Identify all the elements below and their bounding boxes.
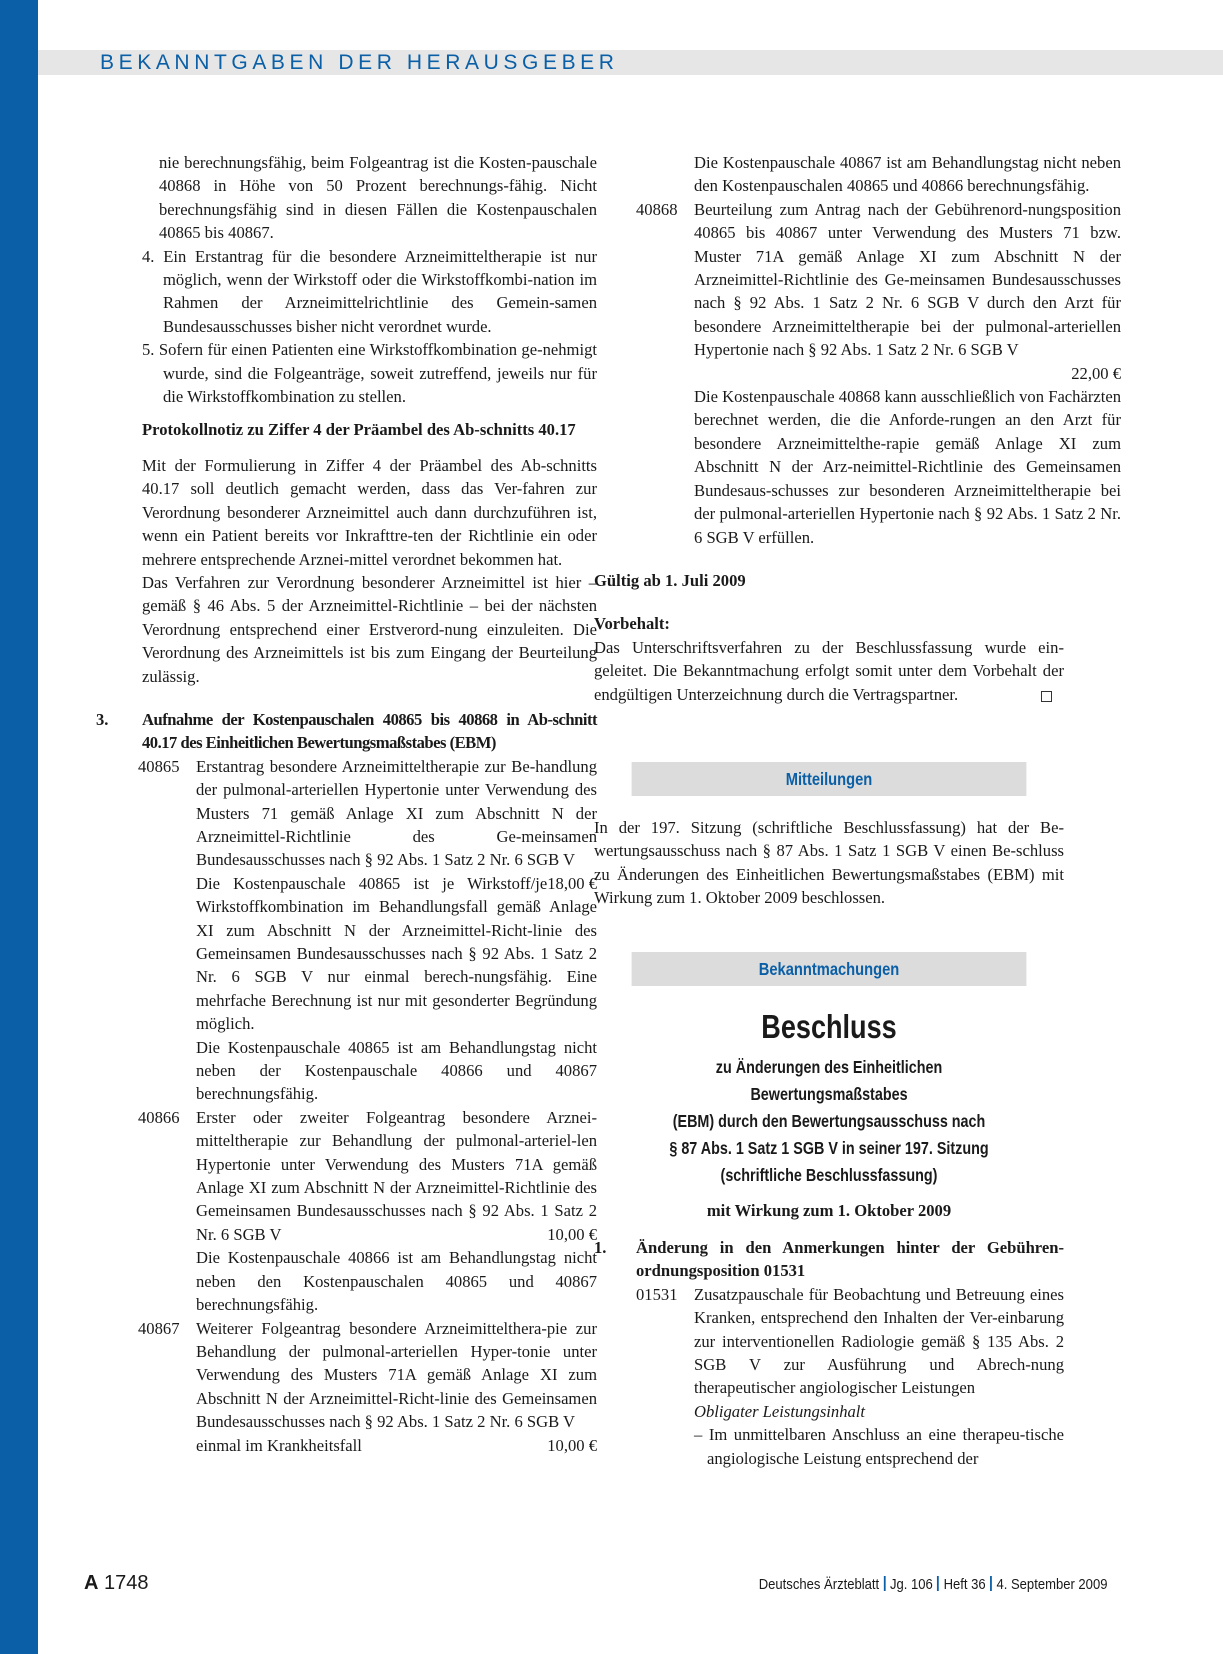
entry-40867 [138,1317,597,1457]
section-3-title: Aufnahme der Kostenpauschalen 40865 bis 40868 in Ab-schnitt 40.17 des Einheitlichen Bewertungsmaßstabes (EBM) [142,709,597,753]
entry-40865-note-1: Die Kostenpauschale 40865 ist je Wirkstoff/je Wirkstoffkombination im Behandlungsfall gemäß Anlage XI zum Abschnitt N der Arzneimittel-Richt-linie des Gemeinsamen Bundesausschusses nach § 92 Abs. 1 Satz 2 Nr. 6 SGB V nur einmal berech-nungsfähig. Eine mehrfache Berechnung ist nur mit gesonderter Begründung möglich. [196,873,597,1034]
item-5: 5. Sofern für einen Patienten eine Wirkstoffkombination ge-nehmigt wurde, sind die Folgeanträge, soweit zutreffend, jeweils nur für die Wirkstoffkombination zu stellen. [142,340,597,407]
vorbehalt-title: Vorbehalt: [594,614,670,634]
price-40865: 18,00 € [547,873,597,893]
entry-40865 [138,755,597,1106]
entry-01531-bullet: – Im unmittelbaren Anschluss an eine therapeu-tische angiologische Leistung entsprechend der [694,1425,1064,1468]
mitteilungen-text: In der 197. Sitzung (schriftliche Beschlussfassung) hat der Be-wertungsausschuss nach § 87 Abs. 1 Satz 1 SGB V einen Be-schluss zu Änderungen des Einheitlichen Bewertungsmaßstabes (EBM) mit Wirkung zum 1. Oktober 2009 beschlossen. [594,817,1064,908]
section-1 [594,1236,1064,1283]
beschluss-subtitle: zu Änderungen des Einheitlichen Bewertungsmaßstabes (EBM) durch den Bewertungsausschuss nach § 87 Abs. 1 Satz 1 SGB V in seiner 197. Sitzung (schriftliche Beschlussfassung) [669,1056,989,1185]
entry-40867-note: Die Kostenpauschale 40867 ist am Behandlungstag nicht neben den Kostenpauschalen 40865 und 40866 berechnungsfähig. [694,153,1121,196]
section-title: BEKANNTGABEN DER HERAUSGEBER [100,51,619,74]
section-3-number: 3. [96,709,109,729]
separator [883,1576,885,1591]
entry-40867-continued [636,151,1121,198]
protokoll-title: Protokollnotiz zu Ziffer 4 der Präambel des Ab-schnitts 40.17 [142,420,576,440]
entry-40866 [138,1106,597,1317]
price-40867: 10,00 € [547,1435,597,1455]
left-accent-bar [0,0,38,1654]
entry-40868-note: Die Kostenpauschale 40868 kann ausschließlich von Fachärzten berechnet werden, die die Anforde-rungen an den Arzt für besondere Arzneimittelthe-rapie gemäß Anlage XI zum Abschnitt N der Arz-neimittel-Richtlinie des Gemeinsamen Bundesaus-schusses zur besonderen Arzneimitteltherapie bei der pulmonal-arteriellen Hypertonie nach § 92 Abs. 1 Satz 2 Nr. 6 SGB V erfüllen. [694,387,1121,547]
entry-01531 [636,1283,1064,1470]
mitteilungen-header: Mitteilungen [632,762,1027,796]
price-40868: 22,00 € [1071,363,1121,383]
code-40866: 40866 [138,1107,180,1127]
left-column [96,151,597,1457]
valid-from: Gültig ab 1. Juli 2009 [594,570,746,590]
protokoll-paragraph-2: Das Verfahren zur Verordnung besonderer Arzneimittel ist hier – gemäß § 46 Abs. 5 der Arzneimittel-Richtlinie – bei der nächsten Verordnung entsprechend einer Erstverord-nung einzuleiten. Die Verordnung des Arzneimittels ist bis zum Eingang der Beurteilung zulässig. [142,572,597,686]
bekanntmachungen-header: Bekanntmachungen [632,952,1027,986]
right-lower-block [594,569,1064,1470]
entry-40867-text: Weiterer Folgeantrag besondere Arzneimittelthera-pie zur Behandlung der pulmonal-arteriellen Hyper-tonie unter Verwendung des Musters 71A gemäß Anlage XI zum Abschnitt N der Arzneimittel-Richt-linie des Gemeinsamen Bundesausschusses nach § 92 Abs. 1 Satz 2 Nr. 6 SGB V [196,1318,597,1432]
effective-date: mit Wirkung zum 1. Oktober 2009 [706,1200,952,1220]
intro-text: nie berechnungsfähig, beim Folgeantrag ist die Kosten-pauschale 40868 in Höhe von 50 Prozent berechnungs-fähig. Nicht berechnungsfähig sind in diesen Fällen die Kostenpauschalen 40865 bis 40867. [159,153,597,243]
end-mark-icon [1041,691,1052,702]
entry-40866-note: Die Kostenpauschale 40866 ist am Behandlungstag nicht neben den Kostenpauschalen 40865 und 40867 berechnungsfähig. [196,1248,597,1315]
separator [990,1576,992,1591]
right-column [594,151,1121,1470]
section-1-title: Änderung in den Anmerkungen hinter der Gebühren-ordnungsposition 01531 [636,1237,1064,1281]
entry-40867-frequency: einmal im Krankheitsfall [196,1435,362,1455]
section-3 [96,708,597,755]
code-40865: 40865 [138,756,180,776]
protokoll-paragraph-1: Mit der Formulierung in Ziffer 4 der Präambel des Ab-schnitts 40.17 soll deutlich gemacht werden, dass das Ver-fahren zur Verordnung besonderer Arzneimittel auch dann durchzuführen ist, wenn ein Patient bereits vor Inkrafttre-ten der Richtlinie ein oder mehrere entsprechende Arznei-mittel verordnet bekommen hat. [142,455,597,569]
code-40868: 40868 [636,199,678,219]
separator [937,1576,939,1591]
entry-40866-text: Erster oder zweiter Folgeantrag besondere Arznei-mitteltherapie zur Behandlung der pulmonal-arteriel-len Hypertonie unter Verwendung des Musters 71A gemäß Anlage XI zum Abschnitt N der Arzneimittel-Richtlinie des Gemeinsamen Bundesausschusses nach § 92 Abs. 1 Satz 2 Nr. 6 SGB V [196,1107,597,1244]
entry-40868 [636,198,1121,549]
page-number: A 1748 [84,1572,149,1594]
journal-name: Deutsches Ärzteblatt [758,1577,879,1593]
entry-01531-subheading: Obligater Leistungsinhalt [694,1401,866,1421]
journal-date: 4. September 2009 [995,1577,1107,1593]
journal-volume: Jg. 106 [889,1577,933,1593]
section-1-number: 1. [594,1237,607,1257]
entry-40865-text: Erstantrag besondere Arzneimitteltherapie zur Be-handlung der pulmonal-arteriellen Hypertonie unter Verwendung des Musters 71 gemäß Anlage XI zum Abschnitt N der Arzneimittel-Richtlinie des Ge-meinsamen Bundesausschusses nach § 92 Abs. 1 Satz 2 Nr. 6 SGB V [196,756,597,870]
journal-info [758,1575,1107,1595]
code-40867: 40867 [138,1318,180,1338]
entry-40868-text: Beurteilung zum Antrag nach der Gebührenord-nungsposition 40865 bis 40867 unter Verwendung des Musters 71 bzw. Muster 71A gemäß Anlage XI zum Abschnitt N der Arzneimittel-Richtlinie des Ge-meinsamen Bundesausschusses nach § 92 Abs. 1 Satz 2 Nr. 6 SGB V durch den Arzt für besondere Arzneimitteltherapie bei der pulmonal-arteriellen Hypertonie nach § 92 Abs. 1 Satz 2 Nr. 6 SGB V [694,199,1121,360]
entry-01531-text: Zusatzpauschale für Beobachtung und Betreuung eines Kranken, entsprechend den Inhalten der Ver-einbarung zur interventionellen Radiologie gemäß § 135 Abs. 2 SGB V zur Ausführung und Abrech-nung therapeutischer angiologischer Leistungen [694,1284,1064,1398]
code-01531: 01531 [636,1284,678,1304]
vorbehalt-text: Das Unterschriftsverfahren zu der Beschlussfassung wurde ein-geleitet. Die Bekanntmachung erfolgt somit unter dem Vorbehalt der endgültigen Unterzeichnung durch die Vertragspartner. [594,637,1064,704]
item-4: 4. Ein Erstantrag für die besondere Arzneimitteltherapie ist nur möglich, wenn der Wirkstoff oder die Wirkstoffkombi-nation im Rahmen der Arzneimittelrichtlinie des Gemein-samen Bundesausschusses bisher nicht verordnet wurde. [142,246,597,336]
journal-issue: Heft 36 [943,1577,986,1593]
price-40866: 10,00 € [547,1224,597,1244]
entry-40865-note-2: Die Kostenpauschale 40865 ist am Behandlungstag nicht neben der Kostenpauschale 40866 und 40867 berechnungsfähig. [196,1037,597,1104]
beschluss-title: Beschluss [761,1007,897,1045]
